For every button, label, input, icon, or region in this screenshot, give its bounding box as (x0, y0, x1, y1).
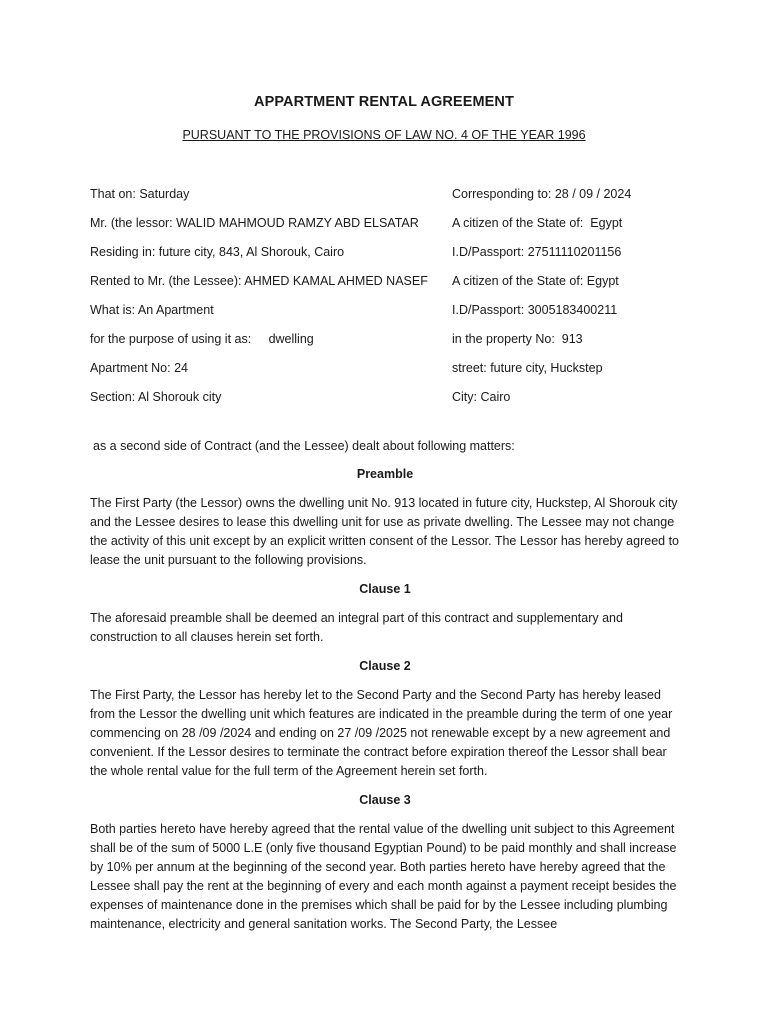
agreement-body (90, 437, 680, 944)
info-row (90, 389, 690, 418)
info-left: Section: Al Shorouk city (90, 390, 222, 404)
info-right: A citizen of the State of: Egypt (452, 216, 623, 230)
info-left: What is: An Apartment (90, 303, 214, 317)
info-right: in the property No: 913 (452, 332, 583, 346)
info-right: Corresponding to: 28 / 09 / 2024 (452, 187, 632, 201)
section-heading-clause-1: Clause 1 (359, 582, 411, 596)
info-right: City: Cairo (452, 390, 511, 404)
document-subtitle: PURSUANT TO THE PROVISIONS OF LAW NO. 4 OF THE YEAR 1996 (182, 128, 586, 142)
info-row (90, 302, 690, 331)
section-heading-clause-3: Clause 3 (359, 793, 411, 807)
info-row (90, 360, 690, 389)
document-title: APPARTMENT RENTAL AGREEMENT (254, 94, 514, 110)
info-row (90, 244, 690, 273)
info-right: I.D/Passport: 27511110201156 (452, 245, 622, 259)
info-left: Rented to Mr. (the Lessee): AHMED KAMAL AHMED NASEF (90, 274, 428, 288)
info-left: Apartment No: 24 (90, 361, 188, 375)
section-text-clause-2: The First Party, the Lessor has hereby let to the Second Party and the Second Party has hereby leased from the Lessor the dwelling unit which features are indicated in the preamble during the term of one year commencing on 28 /09 /2024 and ending on 27 /09 /2025 not renewable except by a new agreement and convenient. If the Lessor desires to terminate the contract before expiration thereof the Lessor shall bear the whole rental value for the full term of the Agreement herein set forth. (90, 688, 673, 778)
info-right: A citizen of the State of: Egypt (452, 274, 619, 288)
section-text-clause-1: The aforesaid preamble shall be deemed an integral part of this contract and supplementary and construction to all clauses herein set forth. (90, 611, 623, 644)
info-left: for the purpose of using it as: dwelling (90, 332, 314, 346)
info-row (90, 273, 690, 302)
section-heading-preamble: Preamble (356, 467, 414, 481)
info-row (90, 215, 690, 244)
info-right: street: future city, Huckstep (452, 361, 603, 375)
info-right: I.D/Passport: 3005183400211 (452, 303, 618, 317)
info-row (90, 331, 690, 360)
section-text-clause-3: Both parties hereto have hereby agreed that the rental value of the dwelling unit subject to this Agreement shall be of the sum of 5000 L.E (only five thousand Egyptian Pound) to be paid monthly and shall increase by 10% per annum at the beginning of the second year. Both parties hereto have hereby agreed that the Lessee shall pay the rent at the beginning of every and each month against a payment receipt besides the expenses of maintenance done in the premises which shall be paid for by the Lessee including plumbing maintenance, electricity and general sanitation works. The Second Party, the Lessee (90, 822, 677, 931)
info-left: Residing in: future city, 843, Al Shorouk, Cairo (90, 245, 345, 259)
section-text-preamble: The First Party (the Lessor) owns the dwelling unit No. 913 located in future city, Huckstep, Al Shorouk city and the Lessee desires to lease this dwelling unit for use as private dwelling. The Lessee may not change the activity of this unit except by an explicit written consent of the Lessor. The Lessor has hereby agreed to lease the unit pursuant to the following provisions. (90, 496, 679, 567)
parties-info (90, 186, 690, 418)
info-left: That on: Saturday (90, 187, 190, 201)
info-row (90, 186, 690, 215)
info-left: Mr. (the lessor: WALID MAHMOUD RAMZY ABD ELSATAR (90, 216, 419, 230)
intro-text: as a second side of Contract (and the Lessee) dealt about following matters: (93, 439, 515, 453)
section-heading-clause-2: Clause 2 (359, 659, 411, 673)
